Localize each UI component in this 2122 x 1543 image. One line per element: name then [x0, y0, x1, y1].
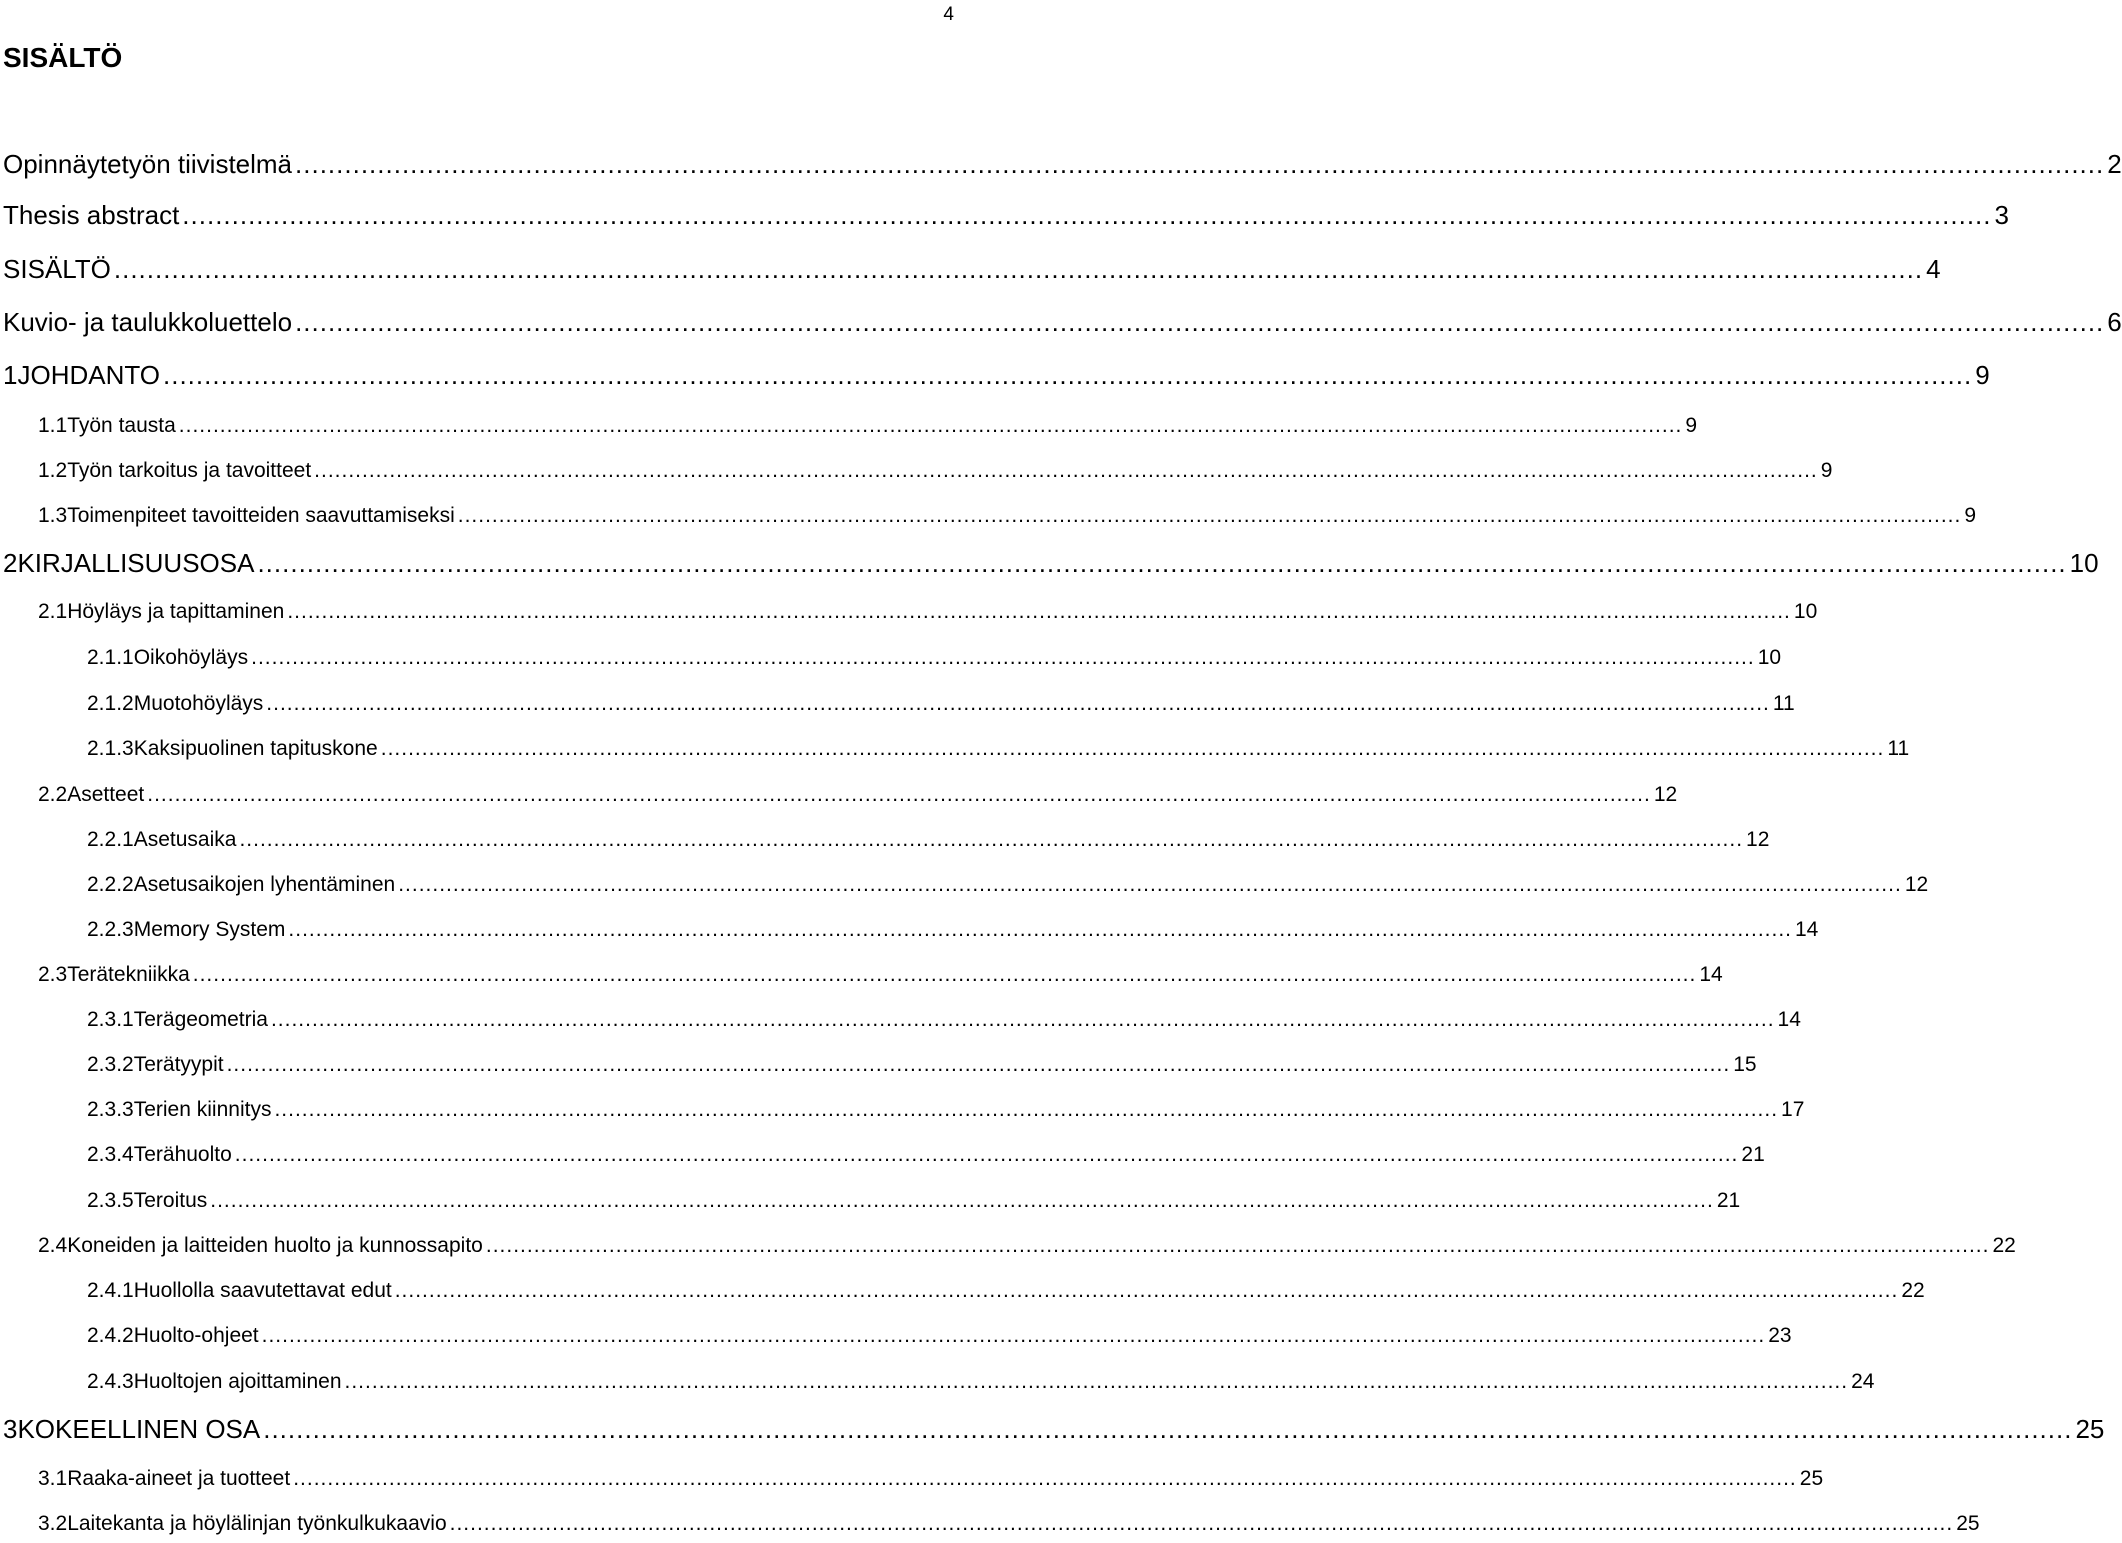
toc-entry-title: Thesis abstract	[3, 200, 180, 230]
dot-leader: ............................................................................................................................................................................................................................	[113, 254, 1924, 284]
toc-entry-title: Huoltojen ajoittaminen	[133, 1370, 342, 1393]
toc-entry-title: Terägeometria	[133, 1008, 268, 1031]
toc-entry[interactable]	[38, 459, 1833, 483]
toc-entry-page: 11	[1772, 692, 1795, 715]
page-number: 4	[943, 4, 954, 25]
dot-leader: ............................................................................................................................................................................................................................	[287, 600, 1791, 623]
toc-entry-page: 10	[1757, 646, 1782, 669]
dot-leader: ............................................................................................................................................................................................................................	[192, 963, 1697, 986]
toc-entry-page: 22	[1992, 1234, 2016, 1257]
toc-entry-page: 14	[1699, 963, 1723, 986]
toc-entry-page: 17	[1781, 1098, 1805, 1121]
dot-leader: ............................................................................................................................................................................................................................	[485, 1234, 1990, 1257]
toc-entry-number: 1	[3, 360, 18, 390]
dot-leader: ............................................................................................................................................................................................................................	[147, 783, 1651, 806]
toc-entry[interactable]	[87, 1098, 1805, 1122]
toc-entry[interactable]	[87, 828, 1770, 852]
dot-leader: ............................................................................................................................................................................................................................	[163, 360, 1973, 390]
toc-entry-title: Teroitus	[133, 1189, 208, 1212]
toc-entry-number: 2.1.2	[87, 692, 134, 715]
toc-entry[interactable]	[87, 646, 1782, 670]
dot-leader: ............................................................................................................................................................................................................................	[239, 828, 1744, 851]
toc-entry[interactable]	[87, 1279, 1925, 1303]
toc-entry-title: Kaksipuolinen tapituskone	[133, 737, 378, 760]
dot-leader: ............................................................................................................................................................................................................................	[295, 149, 2105, 179]
toc-entry-title: Memory System	[133, 918, 286, 941]
toc-entry-number: 3.2	[38, 1512, 68, 1535]
toc-entry[interactable]	[87, 737, 1910, 761]
toc-entry-number: 2.2	[38, 783, 68, 806]
toc-entry[interactable]	[87, 1324, 1792, 1348]
toc-entry-title: Toimenpiteet tavoitteiden saavuttamiseksi	[67, 504, 455, 527]
toc-entry-number: 2.3.1	[87, 1008, 134, 1031]
toc-entry-title: Asetusaika	[133, 828, 237, 851]
toc-entry[interactable]	[38, 600, 1818, 624]
toc-entry-number: 2.3.5	[87, 1189, 134, 1212]
dot-leader: ............................................................................................................................................................................................................................	[449, 1512, 1954, 1535]
toc-entry-title: Terätyypit	[133, 1053, 224, 1076]
toc-entry[interactable]	[87, 1053, 1757, 1077]
toc-entry-page: 24	[1851, 1370, 1875, 1393]
toc-entry[interactable]	[87, 692, 1795, 716]
toc-entry[interactable]	[38, 414, 1698, 438]
dot-leader: ............................................................................................................................................................................................................................	[234, 1143, 1739, 1166]
toc-entry-title: Huollolla saavutettavat edut	[133, 1279, 392, 1302]
toc-entry-title: Opinnäytetyön tiivistelmä	[3, 149, 293, 179]
toc-entry-page: 25	[1799, 1467, 1824, 1490]
toc-entry-page: 10	[2069, 548, 2099, 578]
toc-entry[interactable]	[38, 1467, 1824, 1491]
toc-entry-page: 12	[1904, 873, 1929, 896]
toc-entry-page: 21	[1741, 1143, 1765, 1166]
toc-entry-page: 14	[1795, 918, 1819, 941]
toc-entry[interactable]	[87, 918, 1819, 942]
toc-entry-page: 25	[1956, 1512, 1980, 1535]
toc-entry-number: 3.1	[38, 1467, 68, 1490]
page-title: SISÄLTÖ	[3, 42, 123, 73]
dot-leader: ............................................................................................................................................................................................................................	[457, 504, 1962, 527]
toc-entry-title: Laitekanta ja höylälinjan työnkulkukaavio	[67, 1512, 447, 1535]
toc-entry-title: Asetusaikojen lyhentäminen	[133, 873, 396, 896]
toc-entry[interactable]	[3, 1414, 2105, 1445]
toc-entry-number: 2.3.4	[87, 1143, 134, 1166]
toc-entry[interactable]	[38, 1234, 2016, 1258]
toc-entry-number: 2.4.3	[87, 1370, 134, 1393]
toc-entry-title: SISÄLTÖ	[3, 254, 111, 284]
toc-entry-title: Raaka-aineet ja tuotteet	[67, 1467, 291, 1490]
toc-entry-page: 15	[1733, 1053, 1757, 1076]
toc-entry[interactable]	[3, 548, 2099, 579]
toc-entry-number: 2.4.1	[87, 1279, 134, 1302]
dot-leader: ............................................................................................................................................................................................................................	[226, 1053, 1731, 1076]
toc-entry-page: 4	[1926, 254, 1941, 284]
dot-leader: ............................................................................................................................................................................................................................	[270, 1008, 1775, 1031]
toc-entry-number: 2.4.2	[87, 1324, 134, 1347]
toc-entry-number: 2.2.1	[87, 828, 134, 851]
toc-entry-page: 9	[1975, 360, 1990, 390]
toc-entry-number: 1.1	[38, 414, 68, 437]
toc-entry-page: 6	[2107, 307, 2122, 337]
toc-entry-title: Höyläys ja tapittaminen	[67, 600, 285, 623]
dot-leader: ............................................................................................................................................................................................................................	[266, 692, 1770, 715]
toc-entry-number: 1.3	[38, 504, 68, 527]
dot-leader: ............................................................................................................................................................................................................................	[314, 459, 1818, 482]
toc-entry-title: JOHDANTO	[17, 360, 160, 390]
toc-entry[interactable]	[87, 1008, 1801, 1032]
dot-leader: ............................................................................................................................................................................................................................	[274, 1098, 1779, 1121]
toc-entry-page: 21	[1716, 1189, 1741, 1212]
dot-leader: ............................................................................................................................................................................................................................	[293, 1467, 1797, 1490]
toc-entry-number: 2.3	[38, 963, 68, 986]
toc-entry-page: 25	[2075, 1414, 2105, 1444]
toc-entry[interactable]	[87, 873, 1929, 897]
toc-entry-title: Työn tarkoitus ja tavoitteet	[67, 459, 312, 482]
toc-entry[interactable]	[3, 254, 1941, 285]
toc-entry-number: 2	[3, 548, 18, 578]
toc-entry-page: 9	[1964, 504, 1977, 527]
toc-entry-title: Koneiden ja laitteiden huolto ja kunnossapito	[67, 1234, 483, 1257]
toc-entry-page: 2	[2107, 149, 2122, 179]
toc-entry-page: 11	[1887, 737, 1910, 760]
toc-entry-title: Asetteet	[67, 783, 145, 806]
toc-entry-number: 2.1	[38, 600, 68, 623]
toc-entry[interactable]	[3, 360, 1990, 391]
toc-entry-title: KOKEELLINEN OSA	[17, 1414, 261, 1444]
toc-entry-number: 2.1.3	[87, 737, 134, 760]
toc-entry-title: Huolto-ohjeet	[133, 1324, 259, 1347]
toc-entry-page: 9	[1685, 414, 1698, 437]
toc-entry-title: Työn tausta	[67, 414, 176, 437]
toc-entry-page: 12	[1746, 828, 1770, 851]
toc-entry[interactable]	[38, 1512, 1980, 1536]
dot-leader: ............................................................................................................................................................................................................................	[263, 1414, 2073, 1444]
toc-entry-page: 9	[1820, 459, 1833, 482]
toc-entry-title: Kuvio- ja taulukkoluettelo	[3, 307, 293, 337]
toc-entry-title: KIRJALLISUUSOSA	[17, 548, 255, 578]
toc-entry[interactable]	[87, 1370, 1875, 1394]
toc-entry-number: 3	[3, 1414, 18, 1444]
toc-entry-number: 2.1.1	[87, 646, 134, 669]
dot-leader: ............................................................................................................................................................................................................................	[178, 414, 1683, 437]
toc-entry-title: Terien kiinnitys	[133, 1098, 272, 1121]
toc-entry-title: Muotohöyläys	[133, 692, 264, 715]
toc-entry[interactable]	[38, 504, 1977, 528]
dot-leader: ............................................................................................................................................................................................................................	[251, 646, 1755, 669]
toc-entry-title: Terähuolto	[133, 1143, 232, 1166]
dot-leader: ............................................................................................................................................................................................................................	[398, 873, 1902, 896]
toc-entry-number: 2.3.2	[87, 1053, 134, 1076]
toc-entry[interactable]	[3, 149, 2122, 180]
toc-entry-page: 23	[1768, 1324, 1792, 1347]
toc-entry[interactable]	[38, 963, 1723, 987]
toc-entry-number: 2.4	[38, 1234, 68, 1257]
toc-entry-number: 2.2.3	[87, 918, 134, 941]
dot-leader: ............................................................................................................................................................................................................................	[295, 307, 2105, 337]
toc-entry-number: 2.3.3	[87, 1098, 134, 1121]
dot-leader: ............................................................................................................................................................................................................................	[394, 1279, 1899, 1302]
toc-entry-title: Terätekniikka	[67, 963, 190, 986]
toc-entry[interactable]	[87, 1189, 1741, 1213]
toc-entry[interactable]	[3, 307, 2122, 338]
toc-entry-page: 12	[1653, 783, 1678, 806]
toc-entry-page: 3	[1994, 200, 2009, 230]
dot-leader: ............................................................................................................................................................................................................................	[257, 548, 2067, 578]
toc-entry-page: 22	[1901, 1279, 1925, 1302]
toc-entry[interactable]	[3, 200, 2009, 231]
dot-leader: ............................................................................................................................................................................................................................	[380, 737, 1885, 760]
toc-entry-number: 1.2	[38, 459, 68, 482]
toc-entry-page: 14	[1777, 1008, 1801, 1031]
dot-leader: ............................................................................................................................................................................................................................	[182, 200, 1992, 230]
dot-leader: ............................................................................................................................................................................................................................	[210, 1189, 1714, 1212]
toc-entry[interactable]	[87, 1143, 1765, 1167]
toc-entry-title: Oikohöyläys	[133, 646, 249, 669]
toc-entry[interactable]	[38, 783, 1678, 807]
dot-leader: ............................................................................................................................................................................................................................	[288, 918, 1792, 941]
toc-entry-number: 2.2.2	[87, 873, 134, 896]
dot-leader: ............................................................................................................................................................................................................................	[261, 1324, 1766, 1347]
toc-entry-page: 10	[1793, 600, 1818, 623]
dot-leader: ............................................................................................................................................................................................................................	[344, 1370, 1849, 1393]
